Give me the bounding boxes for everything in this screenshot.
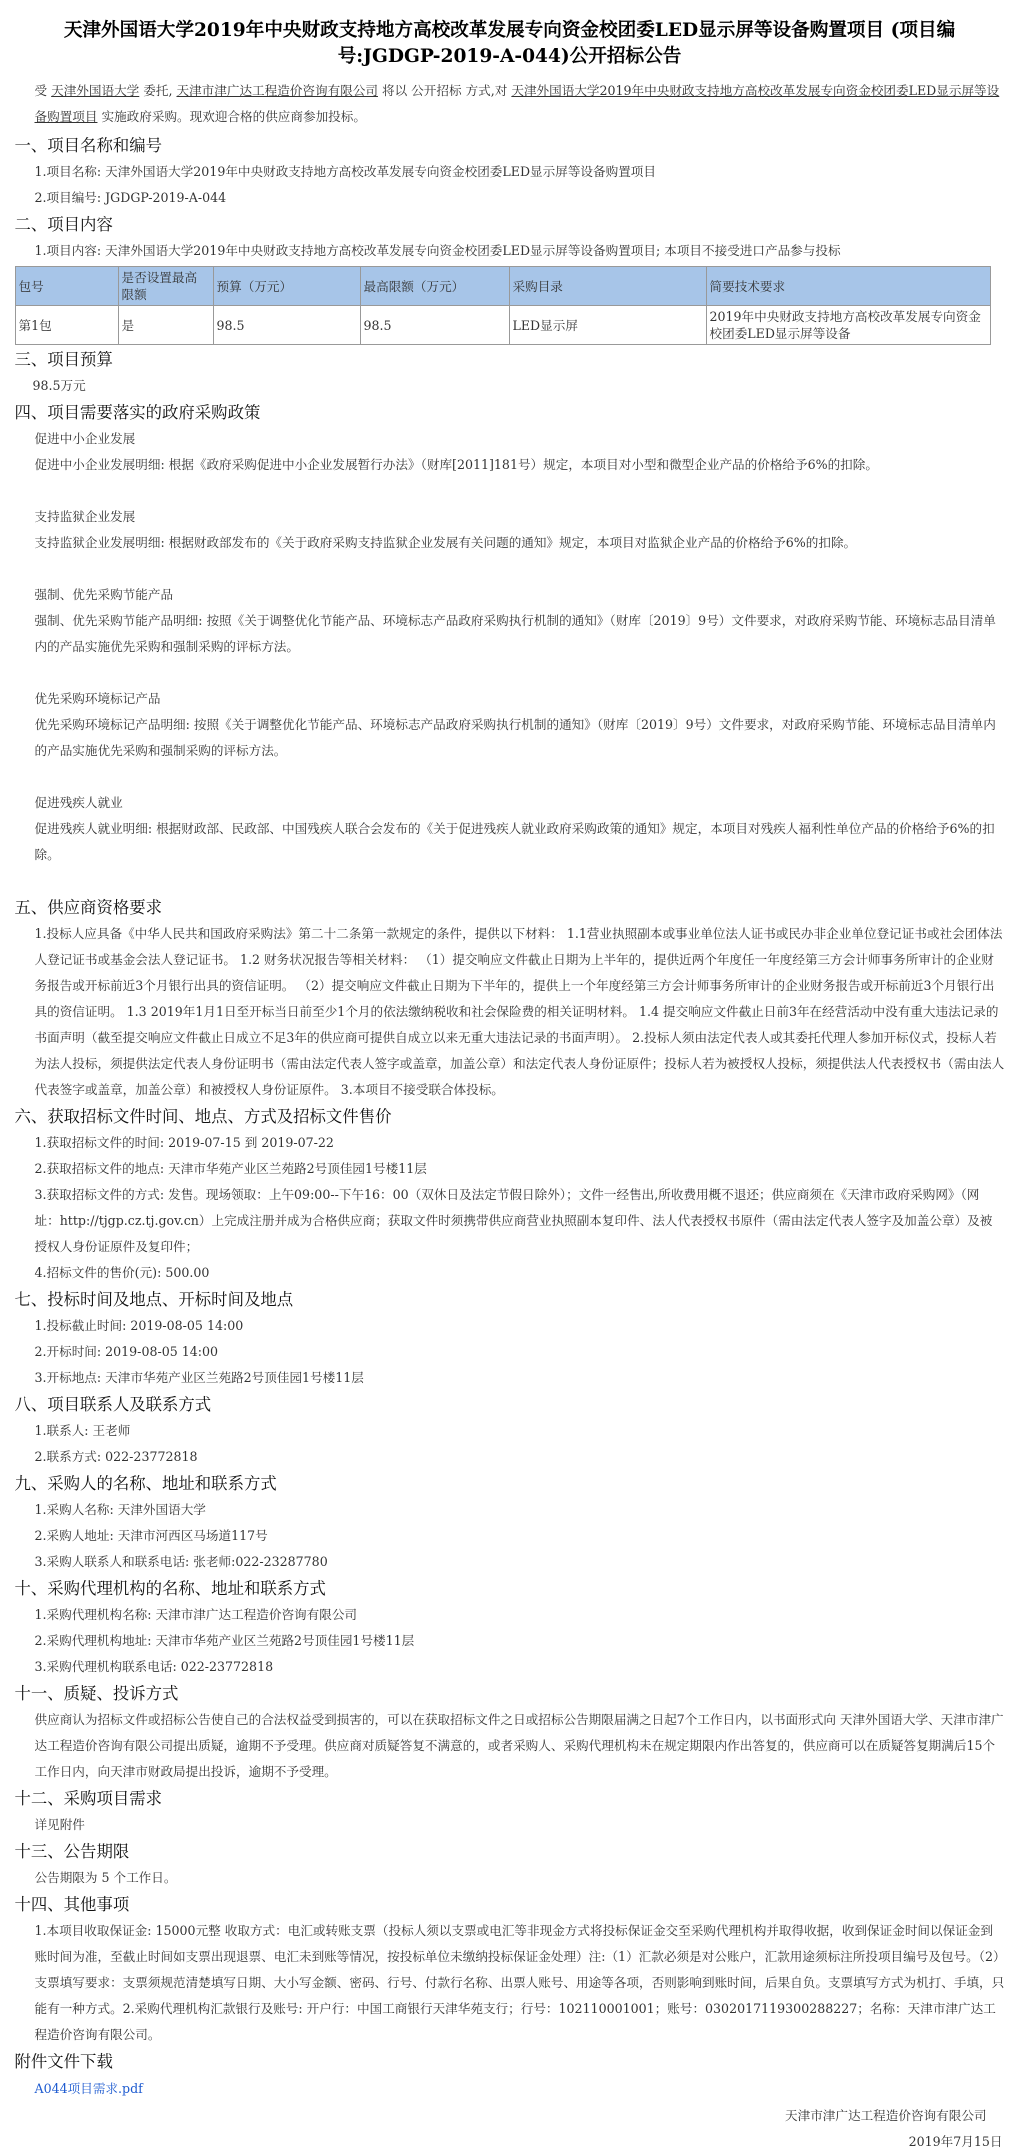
package-table [15,266,991,345]
attachment-link[interactable]: A044项目需求.pdf [34,2081,143,2096]
qualification-text: 1.投标人应具备《中华人民共和国政府采购法》第二十二条第一款规定的条件，提供以下材料： 1.1营业执照副本或事业单位法人证书或民办非企业单位登记证书或社会团体法人登记证书或基金会法人登记证书。 1.2 财务状况报告等相关材料： （1）提交响应文件截止日期为上半年的，提供近两个年度任一年度经第三方会计师事务所审计的企业财务报告或开标前近3个月银行出具的资信证明。 （2）提交响应文件截止日期为下半年的，提供上一个年度经第三方会计师事务所审计的企业财务报告或开标前近3个月银行出具的资信证明。 1.3 2019年1月1日至开标当日前至少1个月的依法缴纳税收和社会保险费的相关证明材料。 1.4 提交响应文件截止日前3年在经营活动中没有重大违法记录的书面声明（截至提交响应文件截止日成立不足3年的供应商可提供自成立以来无重大违法记录的书面声明）。 2.投标人须由法定代表人或其委托代理人参加开标仪式，投标人若为法人投标，须提供法定代表人身份证明书（需由法定代表人签字或盖章，加盖公章）和法定代表人身份证原件；投标人若为被授权人投标，须提供法人代表授权书（需由法人代表签字或盖章，加盖公章）和被授权人身份证原件。 3.本项目不接受联合体投标。 [34,926,1005,1097]
list-item: 2.联系方式: 022-23772818 [34,1449,198,1464]
list-item: 2.获取招标文件的地点: 天津市华苑产业区兰苑路2号顶佳园1号楼11层 [34,1161,427,1176]
list-item: 3.开标地点: 天津市华苑产业区兰苑路2号顶佳园1号楼11层 [34,1370,364,1385]
list-item: 3.获取招标文件的方式: 发售。现场领取：上午09:00--下午16：00（双休日及法定节假日除外）；文件一经售出,所收费用概不退还；供应商须在《天津市政府采购网》（网址：http://tjgp.cz.tj.gov.cn）上完成注册并成为合格供应商；获取文件时须携带供应商营业执照副本复印件、法人代表授权书原件（需由法定代表人签字及加盖公章）及被授权人身份证原件及复印件； [34,1187,993,1254]
intro-text-3: 将以 公开招标 方式,对 [377,83,512,98]
table-cell: 98.5 [213,306,360,345]
complaint-text: 供应商认为招标文件或招标公告使自己的合法权益受到损害的，可以在获取招标文件之日或招标公告期限届满之日起7个工作日内，以书面形式向 天津外国语大学、天津市津广达工程造价咨询有限公司提出质疑，逾期不予受理。供应商对质疑答复不满意的，或者采购人、采购代理机构未在规定期限内作出答复的，供应商可以在质疑答复期满后15个工作日内，向天津市财政局提出投诉，逾期不予受理。 [34,1712,1004,1779]
section-heading: 十、采购代理机构的名称、地址和联系方式 [14,1579,326,1598]
agency-link[interactable]: 天津市津广达工程造价咨询有限公司 [176,83,378,98]
table-cell: 是 [118,306,213,345]
requirement-text: 详见附件 [34,1817,85,1832]
section-heading: 九、采购人的名称、地址和联系方式 [14,1474,277,1493]
list-item: 1.采购代理机构名称: 天津市津广达工程造价咨询有限公司 [34,1607,358,1622]
policy-title: 促进中小企业发展 [34,431,136,446]
table-header-cell: 预算（万元） [213,267,360,306]
section-heading: 三、项目预算 [14,350,113,369]
list-item: 1.项目名称: 天津外国语大学2019年中央财政支持地方高校改革发展专向资金校团委LED显示屏等设备购置项目 [34,164,656,179]
list-item: 3.采购代理机构联系电话: 022-23772818 [34,1659,274,1674]
section-heading: 十二、采购项目需求 [14,1789,163,1808]
other-matters-text: 1.本项目收取保证金: 15000元整 收取方式：电汇或转账支票（投标人须以支票或电汇等非现金方式将投标保证金交至采购代理机构并取得收据，收到保证金时间以保证金到账时间为准，至截止时间如支票出现退票、电汇未到账等情况，按投标单位未缴纳投标保证金处理）注:（1）汇款必须是对公账户，汇款用途须标注所投项目编号及包号。（2）支票填写要求：支票须规范清楚填写日期、大小写金额、密码、行号、付款行名称、出票人账号、用途等各项，否则影响到账时间，后果自负。支票填写方式为机打、手填，只能有一种方式。2.采购代理机构汇款银行及账号: 开户行：中国工商银行天津华苑支行；行号：102110001001；账号：0302017119300288227；名称：天津市津广达工程造价咨询有限公司。 [34,1923,1005,2042]
table-cell: 98.5 [360,306,509,345]
signature-org: 天津市津广达工程造价咨询有限公司 [785,2108,987,2123]
list-item: 3.采购人联系人和联系电话: 张老师:022-23287780 [34,1554,328,1569]
policy-title: 促进残疾人就业 [34,795,123,810]
budget-value: 98.5万元 [32,378,86,393]
section-heading: 八、项目联系人及联系方式 [14,1395,212,1414]
section-heading: 六、获取招标文件时间、地点、方式及招标文件售价 [14,1107,392,1126]
policy-title: 强制、优先采购节能产品 [34,587,174,602]
section-heading: 十四、其他事项 [14,1895,130,1914]
policy-text: 支持监狱企业发展明细: 根据财政部发布的《关于政府采购支持监狱企业发展有关问题的通知》规定，本项目对监狱企业产品的价格给予6%的扣除。 [34,535,857,550]
purchaser-link[interactable]: 天津外国语大学 [51,83,140,98]
table-row [15,306,990,345]
policy-text: 促进残疾人就业明细: 根据财政部、民政部、中国残疾人联合会发布的《关于促进残疾人就业政府采购政策的通知》规定，本项目对残疾人福利性单位产品的价格给予6%的扣除。 [34,821,995,862]
list-item: 1.项目内容: 天津外国语大学2019年中央财政支持地方高校改革发展专向资金校团委LED显示屏等设备购置项目; 本项目不接受进口产品参与投标 [34,243,841,258]
table-cell: LED显示屏 [509,306,706,345]
list-item: 2.开标时间: 2019-08-05 14:00 [34,1344,219,1359]
intro-paragraph [15,78,1005,130]
project-link[interactable]: 天津外国语大学2019年中央财政支持地方高校改革发展专向资金校团委LED显示屏等设备购置项目 [34,83,1000,124]
notice-period-text: 公告期限为 5 个工作日。 [34,1870,177,1885]
policy-title: 支持监狱企业发展 [34,509,136,524]
attachment-heading: 附件文件下载 [14,2052,113,2071]
intro-text-1: 受 [34,83,52,98]
table-cell: 第1包 [15,306,118,345]
list-item: 1.投标截止时间: 2019-08-05 14:00 [34,1318,244,1333]
section-heading: 七、投标时间及地点、开标时间及地点 [14,1290,294,1309]
list-item: 2.采购人地址: 天津市河西区马场道117号 [34,1528,268,1543]
section-heading: 五、供应商资格要求 [14,898,163,917]
list-item: 1.采购人名称: 天津外国语大学 [34,1502,206,1517]
announcement-page [15,0,1005,2155]
table-header-cell: 是否设置最高限额 [118,267,213,306]
table-header-cell: 采购目录 [509,267,706,306]
list-item: 1.联系人: 王老师 [34,1423,131,1438]
table-header-cell: 最高限额（万元） [360,267,509,306]
section-heading: 十三、公告期限 [14,1842,130,1861]
page-title: 天津外国语大学2019年中央财政支持地方高校改革发展专向资金校团委LED显示屏等设备购置项目 (项目编号:JGDGP-2019-A-044)公开招标公告 [63,20,956,67]
policy-text: 优先采购环境标记产品明细: 按照《关于调整优化节能产品、环境标志产品政府采购执行机制的通知》（财库〔2019〕9号）文件要求，对政府采购节能、环境标志品目清单内的产品实施优先采购和强制采购的评标方法。 [34,717,996,758]
section-heading: 四、项目需要落实的政府采购政策 [14,403,261,422]
list-item: 4.招标文件的售价(元): 500.00 [34,1265,210,1280]
table-header-row [15,267,990,306]
table-header-cell: 包号 [15,267,118,306]
table-header-cell: 简要技术要求 [706,267,990,306]
section-heading: 二、项目内容 [14,215,113,234]
table-cell: 2019年中央财政支持地方高校改革发展专向资金校团委LED显示屏等设备 [706,306,990,345]
intro-text-4: 实施政府采购。现欢迎合格的供应商参加投标。 [97,109,366,124]
signature-date: 2019年7月15日 [908,2134,1003,2149]
section-heading: 一、项目名称和编号 [14,136,163,155]
list-item: 1.获取招标文件的时间: 2019-07-15 到 2019-07-22 [34,1135,334,1150]
intro-text-2: 委托, [139,83,177,98]
section-heading: 十一、质疑、投诉方式 [14,1684,179,1703]
policy-text: 促进中小企业发展明细: 根据《政府采购促进中小企业发展暂行办法》（财库[2011]181号）规定，本项目对小型和微型企业产品的价格给予6%的扣除。 [34,457,878,472]
list-item: 2.项目编号: JGDGP-2019-A-044 [34,190,227,205]
policy-title: 优先采购环境标记产品 [34,691,161,706]
list-item: 2.采购代理机构地址: 天津市华苑产业区兰苑路2号顶佳园1号楼11层 [34,1633,415,1648]
policy-text: 强制、优先采购节能产品明细: 按照《关于调整优化节能产品、环境标志产品政府采购执行机制的通知》（财库〔2019〕9号）文件要求，对政府采购节能、环境标志品目清单内的产品实施优先采购和强制采购的评标方法。 [34,613,996,654]
